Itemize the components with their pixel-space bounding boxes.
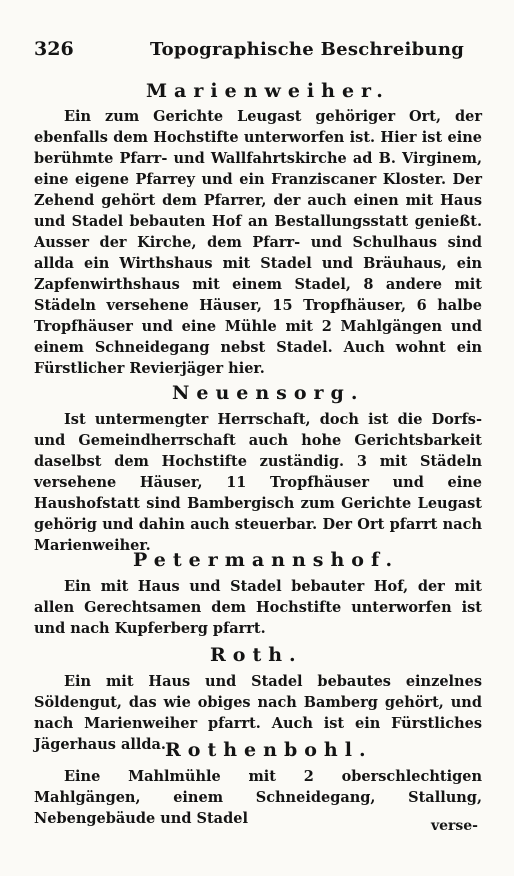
entry-heading-roth: Roth. — [210, 644, 303, 666]
entry-heading-marienweiher: Marienweiher. — [146, 80, 390, 102]
entry-heading-neuensorg: Neuensorg. — [172, 382, 365, 404]
page-header — [34, 38, 474, 64]
catchword: verse- — [430, 818, 478, 834]
entry-heading-rothenbohl: Rothenbohl. — [165, 739, 373, 761]
entry-text-roth: Ein mit Haus und Stadel bebautes einzelnes Söldengut, das wie obiges nach Bamberg gehört, und nach Marienweiher pfarrt. Auch ist ein Fürstliches Jägerhaus allda. — [34, 673, 482, 753]
running-title: Topographische Beschreibung — [150, 39, 465, 60]
entry-text-marienweiher: Ein zum Gerichte Leugast gehöriger Ort, der ebenfalls dem Hochstifte unterworfen ist. Hier ist eine berühmte Pfarr- und Wallfahrtskirche ad B. Virginem, eine eigene Pfarrey und ein Franziscaner Kloster. Der Zehend gehört dem Pfarrer, der auch einen mit Haus und Stadel bebauten Hof an Bestallungsstatt genießt. Ausser der Kirche, dem Pfarr- und Schulhaus sind allda ein Wirthshaus mit Stadel und Bräuhaus, ein Zapfenwirthshaus mit einem Stadel, 8 andere mit Städeln versehene Häuser, 15 Tropfhäuser, 6 halbe Tropfhäuser und eine Mühle mit 2 Mahlgängen und einem Schneidegang nebst Stadel. Auch wohnt ein Fürstlicher Revierjäger hier. — [34, 108, 482, 377]
entry-text-petermannshof: Ein mit Haus und Stadel bebauter Hof, der mit allen Gerechtsamen dem Hochstifte unterworfen ist und nach Kupferberg pfarrt. — [34, 578, 482, 637]
entry-text-neuensorg: Ist untermengter Herrschaft, doch ist die Dorfs- und Gemeindherrschaft auch hohe Gerichtsbarkeit daselbst dem Hochstifte zuständig. 3 mit Städeln versehene Häuser, 11 Tropfhäuser und eine Haushofstatt sind Bambergisch zum Gerichte Leugast gehörig und dahin auch steuerbar. Der Ort pfarrt nach Marienweiher. — [34, 411, 482, 554]
page-number: 326 — [34, 38, 74, 60]
entry-text-rothenbohl: Eine Mahlmühle mit 2 oberschlechtigen Mahlgängen, einem Schneidegang, Stallung, Nebengebäude und Stadel — [34, 768, 482, 827]
entry-heading-petermannshof: Petermannshof. — [133, 549, 400, 571]
